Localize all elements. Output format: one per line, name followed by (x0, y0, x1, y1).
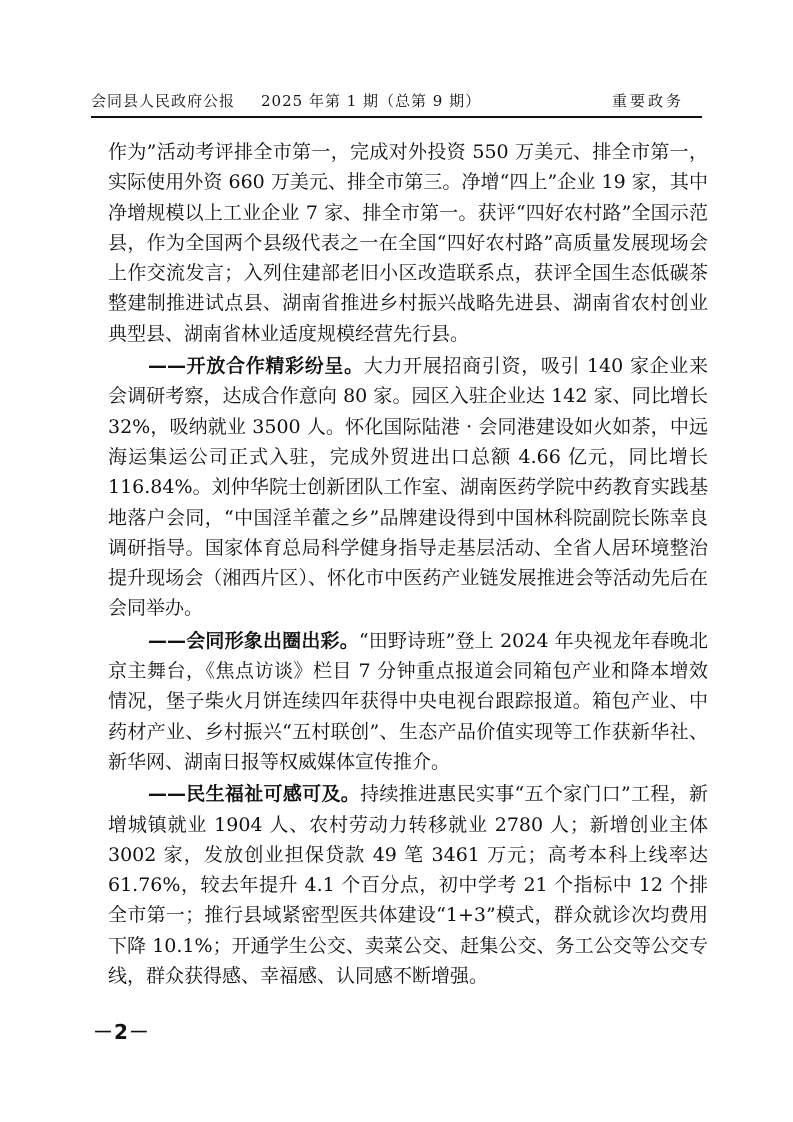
paragraph-1 (108, 137, 708, 349)
page-number: －2－ (93, 1020, 150, 1044)
issue-number: 2025 年第 1 期（总第 9 期） (261, 92, 482, 110)
section-title: 重要政务 (611, 92, 684, 110)
publication-name: 会同县人民政府公报 (91, 92, 236, 110)
paragraph-text: 持续推进惠民实事“五个家门口”工程，新增城镇就业 1904 人、农村劳动力转移就业 2780 人；新增创业主体 3002 家，发放创业担保贷款 49 笔 3461 万元；高考本科上线率达 61.76%，较去年提升 4.1 个百分点，初中学考 21 个指标中 12 个排全市第一；推行县域紧密型医共体建设“1+3”模式，群众就诊次均费用下降 10.1%；开通学生公交、卖菜公交、赶集公交、务工公交等公交专线，群众获得感、幸福感、认同感不断增强。 (108, 783, 708, 988)
document-body (108, 137, 708, 991)
running-header (91, 88, 702, 118)
paragraph-lead: ——开放合作精彩纷呈。 (148, 355, 364, 378)
paragraph-text: 作为”活动考评排全市第一，完成对外投资 550 万美元、排全市第一，实际使用外资 660 万美元、排全市第三。净增“四上”企业 19 家，其中净增规模以上工业企业 7 家、排全市第一。获评“四好农村路”全国示范县，作为全国两个县级代表之一在全国“四好农村路”高质量发展现场会上作交流发言；入列住建部老旧小区改造联系点，获评全国生态低碳茶整建制推进试点县、湖南省推进乡村振兴战略先进县、湖南省农村创业典型县、湖南省林业适度规模经营先行县。 (108, 141, 708, 345)
paragraph-3 (108, 626, 708, 777)
paragraph-text: 大力开展招商引资，吸引 140 家企业来会调研考察，达成合作意向 80 家。园区入驻企业达 142 家、同比增长 32%，吸纳就业 3500 人。怀化国际陆港 · 会同港建设如火如荼，中远海运集运公司正式入驻，完成外贸进出口总额 4.66 亿元，同比增长 116.84%。刘仲华院士创新团队工作室、湖南医药学院中药教育实践基地落户会同，“中国淫羊藿之乡”品牌建设得到中国林科院副院长陈幸良调研指导。国家体育总局科学健身指导走基层活动、全省人居环境整治提升现场会（湘西片区）、怀化市中医药产业链发展推进会等活动先后在会同举办。 (108, 355, 708, 620)
header-left (91, 90, 481, 111)
paragraph-text: “田野诗班”登上 2024 年央视龙年春晚北京主舞台，《焦点访谈》栏目 7 分钟重点报道会同箱包产业和降本增效情况，堡子柴火月饼连续四年获得中央电视台跟踪报道。箱包产业、中药材产业、乡村振兴“五村联创”、生态产品价值实现等工作获新华社、新华网、湖南日报等权威媒体宣传推介。 (108, 629, 708, 773)
paragraph-lead: ——民生福祉可感可及。 (148, 783, 361, 806)
paragraph-4 (108, 779, 708, 991)
paragraph-2 (108, 351, 708, 624)
paragraph-lead: ——会同形象出圈出彩。 (148, 629, 359, 652)
